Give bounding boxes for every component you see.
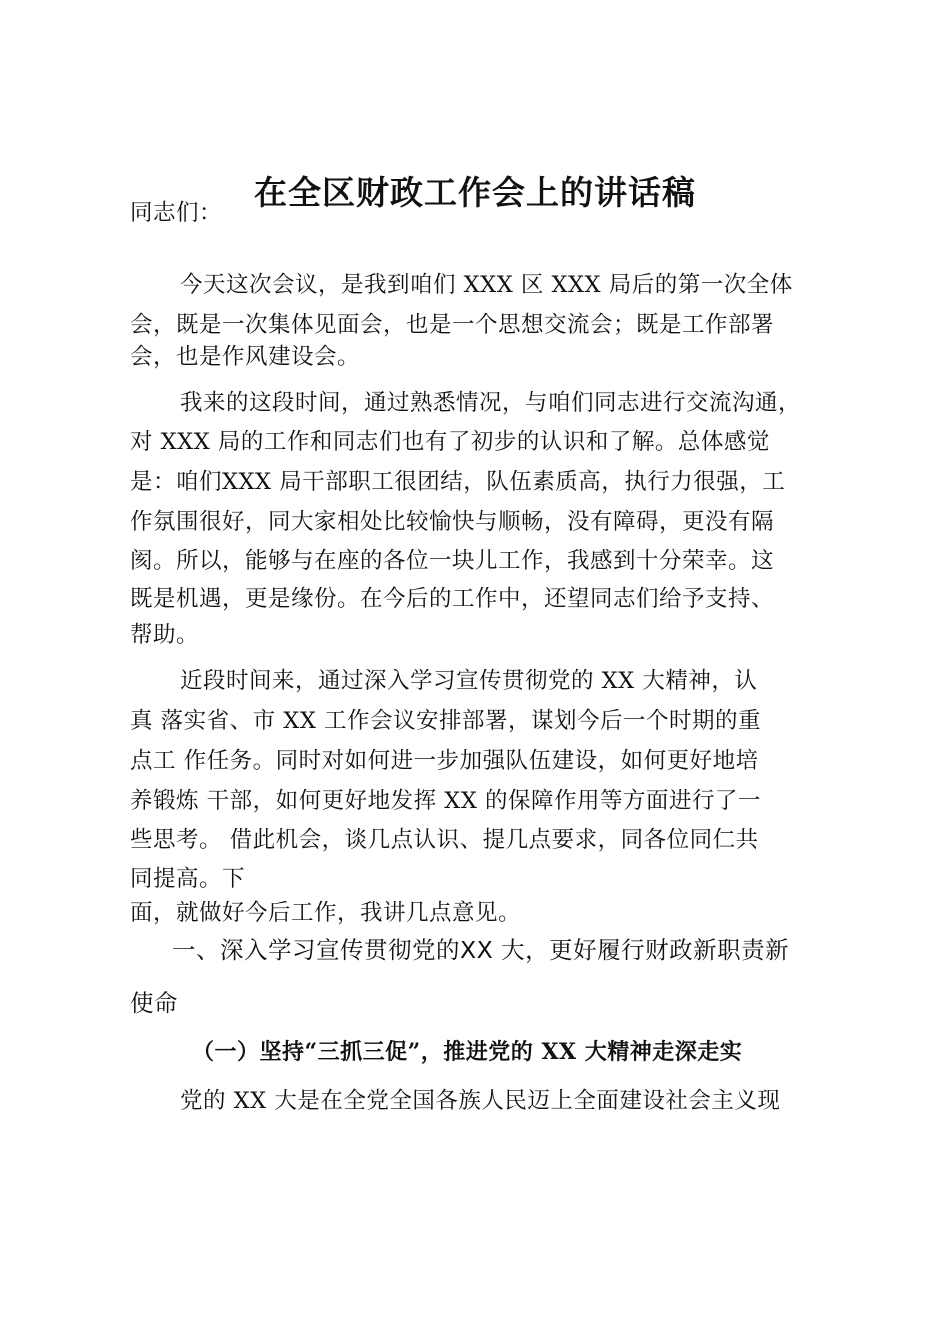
paragraph-2-line-2: 对 XXX 局的工作和同志们也有了初步的认识和了解。总体感觉 bbox=[130, 429, 770, 455]
paragraph-2-line-1: 我来的这段时间，通过熟悉情况，与咱们同志进行交流沟通， bbox=[180, 390, 802, 416]
paragraph-3-line-3: 点工 作任务。同时对如何进一步加强队伍建设，如何更好地培 bbox=[130, 748, 759, 774]
paragraph-2-line-3: 是：咱们XXX 局干部职工很团结，队伍素质高，执行力很强，工 bbox=[130, 469, 786, 495]
paragraph-3-line-4: 养锻炼 干部，如何更好地发挥 XX 的保障作用等方面进行了一 bbox=[130, 788, 761, 814]
paragraph-3-line-6: 同提高。下 bbox=[130, 866, 246, 892]
paragraph-2-line-4: 作氛围很好，同大家相处比较愉快与顺畅，没有障碍，更没有隔 bbox=[130, 509, 775, 535]
paragraph-3-line-7: 面，就做好今后工作，我讲几点意见。 bbox=[130, 900, 522, 926]
paragraph-1-line-1: 今天这次会议，是我到咱们 XXX 区 XXX 局后的第一次全体 bbox=[180, 272, 793, 298]
salutation: 同志们： bbox=[130, 200, 223, 226]
section-1-heading-line-1: 一、深入学习宣传贯彻党的XX 大，更好履行财政新职责新 bbox=[172, 936, 790, 964]
paragraph-2-line-6: 既是机遇，更是缘份。在今后的工作中，还望同志们给予支持、 bbox=[130, 586, 775, 612]
paragraph-2-line-5: 阂。所以，能够与在座的各位一块儿工作，我感到十分荣幸。这 bbox=[130, 548, 775, 574]
paragraph-1-line-3: 会，也是作风建设会。 bbox=[130, 344, 361, 370]
paragraph-3-line-1: 近段时间来，通过深入学习宣传贯彻党的 XX 大精神，认 bbox=[180, 668, 758, 694]
paragraph-3-line-2: 真 落实省、市 XX 工作会议安排部署，谋划今后一个时期的重 bbox=[130, 708, 761, 734]
subsection-1-heading: （一）坚持“三抓三促”，推进党的 XX 大精神走深走实 bbox=[192, 1039, 743, 1065]
paragraph-2-line-7: 帮助。 bbox=[130, 622, 200, 648]
paragraph-3-line-5: 些思考。 借此机会，谈几点认识、提几点要求，同各位同仁共 bbox=[130, 827, 759, 853]
paragraph-1-line-2: 会，既是一次集体见面会，也是一个思想交流会；既是工作部署 bbox=[130, 312, 775, 338]
section-1-heading-line-2: 使命 bbox=[130, 989, 178, 1017]
paragraph-4-line-1: 党的 XX 大是在全党全国各族人民迈上全面建设社会主义现 bbox=[180, 1088, 781, 1114]
document-title: 在全区财政工作会上的讲话稿 bbox=[254, 173, 696, 212]
